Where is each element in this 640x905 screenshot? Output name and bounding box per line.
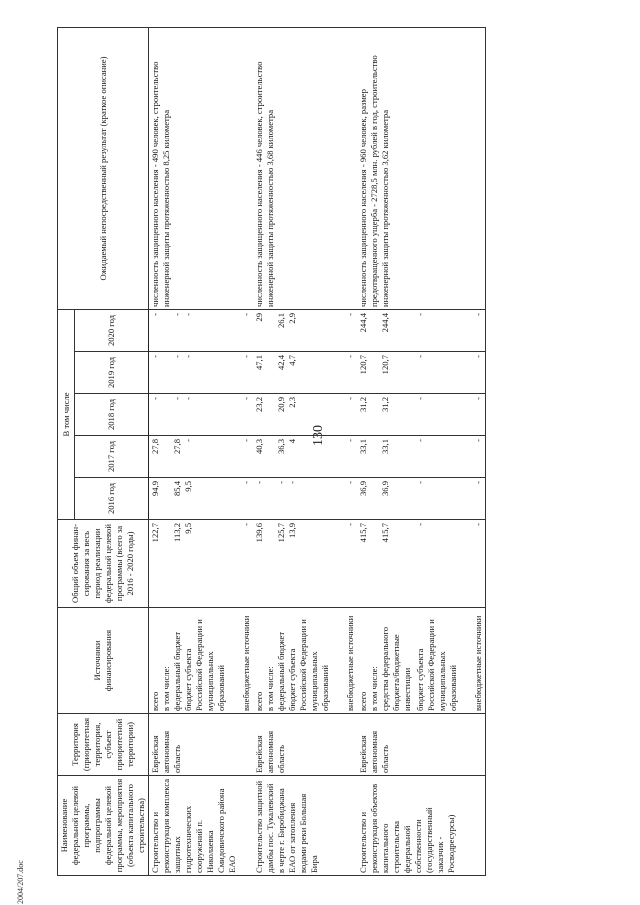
year-value: - [150,312,160,316]
year-value: - [150,355,160,358]
year-value: - [241,312,251,316]
total-value: 9,5 [183,523,193,534]
total-funding [149,520,254,608]
total-value [265,523,276,605]
source-total: всего [358,691,368,711]
total-value [369,523,380,605]
year-value: - [473,355,483,358]
total-value: 125,7 [276,523,286,543]
year-value [369,439,380,475]
total-value: - [473,523,483,526]
year-value: - [276,481,286,484]
year-value: - [183,355,193,358]
source-total: всего [150,691,160,711]
total-value: 139,6 [254,523,264,543]
year-value: - [241,355,251,358]
project-territory: Еврейская автономная область [357,714,486,776]
year-value: 29 [254,312,264,322]
header-year-2017: 2017 год [75,436,149,478]
year-value [369,355,380,391]
source-federal: федеральный бюджет [172,631,182,711]
source-extrabudgetary: внебюджетные источники [241,615,251,711]
year-value: - [473,439,483,442]
header-row-top [58,27,75,875]
source-extrabudgetary: внебюджетные источники [345,615,355,711]
year-value [161,355,172,391]
year-value: 4,7 [287,355,297,366]
total-value: - [415,523,425,526]
source-including: в том числе: [161,666,171,711]
project-name: Строительство и реконструкция объектов капитального строительства федеральной собственности (государственный заказчик - Росводресурсы) [357,776,486,876]
year-value: 33,1 [380,439,390,455]
year-value: 33,1 [358,439,368,455]
header-in-total: В том числе [58,309,75,519]
total-value [161,523,172,605]
total-value: 415,7 [358,523,368,543]
page-number: 130 [311,425,326,446]
year-value [161,439,172,475]
source-federal: средства федерального бюджета/бюджетные инвестиции [380,626,412,711]
year-value: 244,4 [358,312,368,333]
year-2016-values [253,478,357,520]
year-value: 31,2 [358,397,368,413]
year-value: 27,8 [172,439,182,455]
year-2016-values [149,478,254,520]
year-2019-values [253,352,357,394]
footer-filename: 2004/207.doc [16,860,25,904]
funding-sources [149,608,254,714]
total-value: 415,7 [380,523,390,543]
year-2019-values [149,352,254,394]
year-value: - [172,397,182,400]
year-value: - [183,397,193,400]
year-value: - [287,481,297,484]
total-value: - [345,523,355,526]
year-value: 31,2 [380,397,390,413]
year-2018-values [149,394,254,436]
year-2020-values [253,309,357,351]
project-name: Строительство защитной дамбы пос. Тукалевский в черте г. Биробиджана ЕАО от затопления водами реки Большая Бира [253,776,357,876]
source-regional: бюджет субъекта Российской Федерации и муниципальных образований [287,619,330,711]
table-row [253,27,357,875]
year-value: 36,3 [276,439,286,455]
project-name: Строительство и реконструкция комплекса защитных гидротехнических сооружений п. Николаевка Смидовичского района ЕАО [149,776,254,876]
year-value: 23,2 [254,397,264,413]
total-value: - [241,523,251,526]
year-value: 20,9 [276,397,286,413]
expected-result: численность защищенного населения - 490 человек, строительство инженерной защиты протяженностью 8,25 километра [149,27,254,309]
year-value: - [150,397,160,400]
year-value: 42,4 [276,355,286,371]
source-total: всего [254,691,264,711]
total-value: 122,7 [150,523,160,543]
year-value [265,313,276,349]
year-value: 47,1 [254,355,264,371]
funding-sources [253,608,357,714]
header-result: Ожидаемый непосредственный результат (краткое описание) [58,27,149,309]
year-value: - [345,481,355,484]
header-name: Наименование федеральной целевой программы, подпрограммы федеральной целевой программы, мероприятия (объекта капитального строительства) [58,776,149,876]
year-value: - [241,439,251,442]
year-value: 40,3 [254,439,264,455]
year-value: 120,7 [380,355,390,375]
year-value: - [183,439,193,442]
year-value [265,481,276,517]
year-value: - [254,481,264,484]
year-value: - [172,355,182,358]
year-value: 36,9 [380,481,390,497]
year-value: 27,8 [150,439,160,455]
year-value: - [241,397,251,400]
year-2018-values [357,394,486,436]
year-2017-values [253,436,357,478]
year-2017-values [149,436,254,478]
year-value [161,313,172,349]
year-value: - [345,397,355,400]
year-value: - [473,397,483,400]
year-value: - [241,481,251,484]
year-value [369,397,380,433]
table-row [149,27,254,875]
year-value: - [172,312,182,316]
total-value: 13,9 [287,523,297,539]
expected-result: численность защищенного населения - 960 человек, размер предотвращенного ущерба - 2728,5 млн. рублей в год, строительство инженерной защиты протяженностью 3,62 километра [357,27,486,309]
year-value [369,481,380,517]
source-federal: федеральный бюджет [276,631,286,711]
year-value [265,355,276,391]
year-value: - [415,439,425,442]
header-territory: Территория (приоритетная территория, субъект приоритетной территории) [58,714,149,776]
year-value: - [415,397,425,400]
header-year-2016: 2016 год [75,478,149,520]
year-value: 2,9 [287,312,297,324]
year-2017-values [357,436,486,478]
header-total: Общий объем финан-сирования за весь период реализации федеральной целевой программы (всего за 2016 - 2020 годы) [58,520,149,608]
header-year-2018: 2018 год [75,394,149,436]
year-value: - [345,312,355,316]
year-value: 4 [287,439,297,444]
total-funding [253,520,357,608]
header-year-2019: 2019 год [75,352,149,394]
project-territory: Еврейская автономная область [149,714,254,776]
year-value: - [345,355,355,358]
total-funding [357,520,486,608]
year-value: 36,9 [358,481,368,497]
year-value: 120,7 [358,355,368,375]
program-table [57,27,486,876]
header-year-2020: 2020 год [75,309,149,351]
year-value: - [415,312,425,316]
source-including: в том числе: [369,666,379,711]
year-value [369,313,380,349]
year-2020-values [149,309,254,351]
project-territory: Еврейская автономная область [253,714,357,776]
year-2018-values [253,394,357,436]
year-value: 94,9 [150,481,160,497]
year-value: 26,1 [276,312,286,329]
year-value: - [415,355,425,358]
year-value: - [345,439,355,442]
total-value: 113,2 [172,523,182,543]
header-sources: Источники финансирования [58,608,149,714]
source-regional: бюджет субъекта Российской Федерации и муниципальных образований [415,619,458,711]
year-value: 9,5 [183,481,193,492]
year-value: 2,3 [287,397,297,408]
year-2016-values [357,478,486,520]
year-value [265,397,276,433]
year-2020-values [357,309,486,351]
source-regional: бюджет субъекта Российской Федерации и муниципальных образований [183,619,226,711]
year-value [265,439,276,475]
year-value: - [473,481,483,484]
year-value: - [183,312,193,316]
year-value: 85,4 [172,481,182,497]
year-value: - [415,481,425,484]
year-value: - [473,312,483,316]
year-value [161,481,172,517]
year-2019-values [357,352,486,394]
source-including: в том числе: [265,666,275,711]
year-value: 244,4 [380,312,390,333]
year-value [161,397,172,433]
funding-sources [357,608,486,714]
table-row [357,27,486,875]
rotated-sheet [57,28,613,876]
expected-result: численность защищенного населения - 446 человек, строительство инженерной защиты протяженностью 3,68 километра [253,27,357,309]
source-extrabudgetary: внебюджетные источники [473,615,483,711]
